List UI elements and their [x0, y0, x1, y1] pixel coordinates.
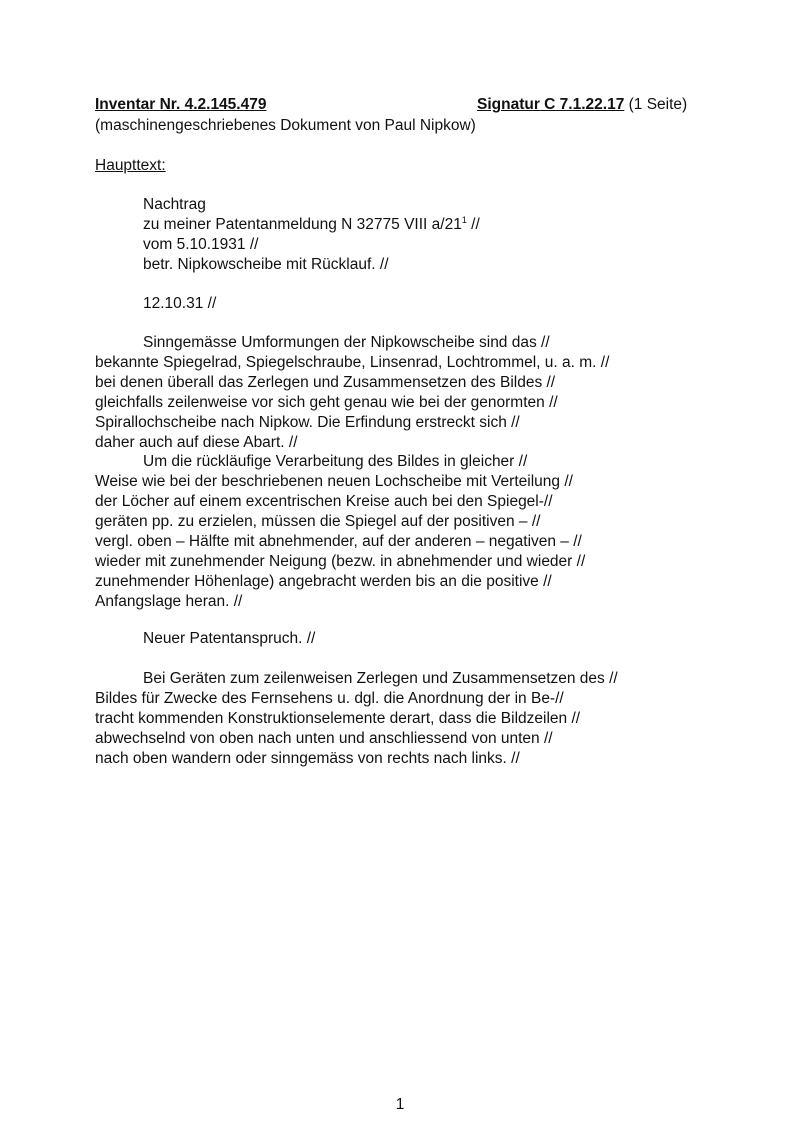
page-count: (1 Seite)	[628, 96, 688, 113]
text-line: der Löcher auf einem excentrischen Kreise auch bei den Spiegel-//	[95, 493, 553, 510]
patent-claim-heading: Neuer Patentanspruch. //	[143, 630, 316, 647]
text-line: Bildes für Zwecke des Fernsehens u. dgl. die Anordnung der in Be-//	[95, 690, 564, 707]
nachtrag-date-line: vom 5.10.1931 //	[143, 236, 259, 253]
text-line: abwechselnd von oben nach unten und anschliessend von unten //	[95, 730, 553, 747]
text-line: zunehmender Höhenlage) angebracht werden bis an die positive //	[95, 573, 552, 590]
line-separator: //	[466, 216, 480, 233]
text-line: geräten pp. zu erzielen, müssen die Spiegel auf der positiven – //	[95, 513, 541, 530]
text-line: bei denen überall das Zerlegen und Zusammensetzen des Bildes //	[95, 374, 556, 391]
document-description: (maschinengeschriebenes Dokument von Paul Nipkow)	[95, 117, 476, 134]
text-line: vergl. oben – Hälfte mit abnehmender, auf der anderen – negativen – //	[95, 533, 582, 550]
haupttext-label: Haupttext:	[95, 157, 166, 174]
text-line: Bei Geräten zum zeilenweisen Zerlegen und Zusammensetzen des //	[143, 670, 618, 687]
text-line: bekannte Spiegelrad, Spiegelschraube, Linsenrad, Lochtrommel, u. a. m. //	[95, 354, 610, 371]
text-line: Weise wie bei der beschriebenen neuen Lochscheibe mit Verteilung //	[95, 473, 573, 490]
text-line: Spirallochscheibe nach Nipkow. Die Erfindung erstreckt sich //	[95, 414, 520, 431]
text-line: gleichfalls zeilenweise vor sich geht genau wie bei der genormten //	[95, 394, 558, 411]
nachtrag-title: Nachtrag	[143, 196, 206, 213]
nachtrag-patent-line	[143, 215, 480, 235]
signatur	[477, 95, 687, 115]
text-line: Um die rückläufige Verarbeitung des Bildes in gleicher //	[143, 453, 528, 470]
nachtrag-subject-line: betr. Nipkowscheibe mit Rücklauf. //	[143, 256, 389, 273]
inventar-number: Inventar Nr. 4.2.145.479	[95, 96, 267, 113]
text-line: daher auch auf diese Abart. //	[95, 434, 298, 451]
text-line: nach oben wandern oder sinngemäss von rechts nach links. //	[95, 750, 520, 767]
text-line: Anfangslage heran. //	[95, 593, 243, 610]
text-line: wieder mit zunehmender Neigung (bezw. in abnehmender und wieder //	[95, 553, 586, 570]
patent-reference: zu meiner Patentanmeldung N 32775 VIII a/21	[143, 216, 462, 233]
page-number: 1	[395, 1096, 405, 1113]
text-line: Sinngemässe Umformungen der Nipkowscheibe sind das //	[143, 334, 550, 351]
signatur-label: Signatur C 7.1.22.17	[477, 96, 625, 113]
text-line: tracht kommenden Konstruktionselemente derart, dass die Bildzeilen //	[95, 710, 581, 727]
document-date: 12.10.31 //	[143, 295, 217, 312]
footnote-marker: 1	[461, 214, 467, 225]
